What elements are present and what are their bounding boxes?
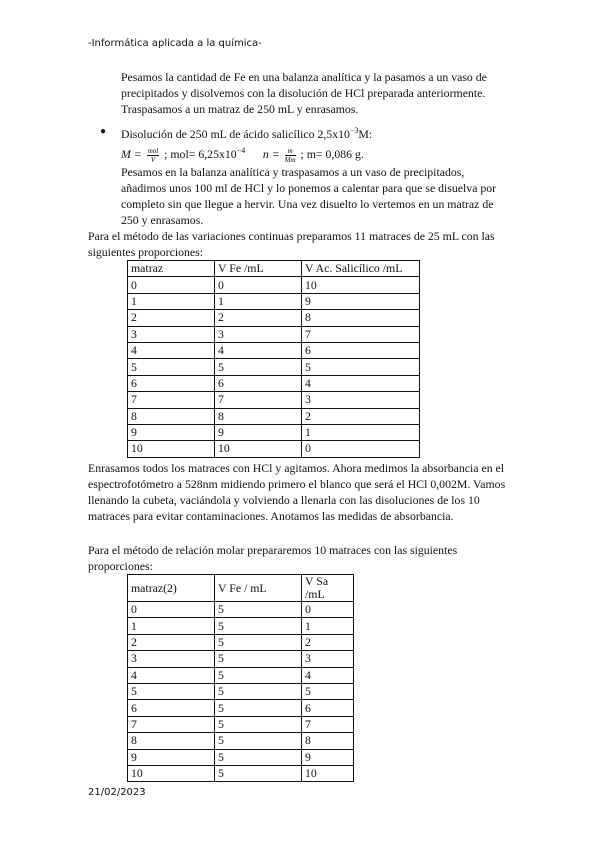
table-row	[128, 342, 420, 358]
table-cell: 7	[215, 392, 302, 408]
table-cell: 5	[215, 749, 302, 765]
table-cell: 7	[302, 716, 354, 732]
paragraph-molar-ratio: Para el método de relación molar prepararemos 10 matraces con las siguientes proporciones:	[88, 543, 458, 573]
table-cell: 3	[302, 651, 354, 667]
table-cell: 1	[215, 293, 302, 309]
table-cell: 8	[128, 408, 215, 424]
table-cell: 9	[302, 293, 420, 309]
table-cell: 5	[215, 716, 302, 732]
molar-ratio-table	[127, 574, 354, 782]
table-row	[128, 749, 354, 765]
table-row	[128, 667, 354, 683]
table-cell: 5	[215, 602, 302, 618]
table-cell: 2	[128, 310, 215, 326]
table-cell: 7	[128, 392, 215, 408]
table-cell: 9	[302, 749, 354, 765]
table-row	[128, 618, 354, 634]
table-cell: 6	[128, 700, 215, 716]
column-header: V Fe / mL	[215, 575, 302, 602]
table-cell: 0	[128, 602, 215, 618]
table-row	[128, 277, 420, 293]
table-cell: 1	[302, 618, 354, 634]
bullet-salicylic-solution: Disolución de 250 mL de ácido salicílico $2,5x10^{-3}M$:	[121, 126, 373, 141]
table-cell: 5	[215, 651, 302, 667]
table-row	[128, 683, 354, 699]
table-cell: 2	[302, 408, 420, 424]
table-row	[128, 441, 420, 457]
table-cell: 5	[128, 683, 215, 699]
table-cell: 7	[128, 716, 215, 732]
continuous-variations-table	[127, 260, 420, 458]
table-cell: 7	[302, 326, 420, 342]
table-header-row	[128, 575, 354, 602]
table-cell: 5	[302, 359, 420, 375]
table-cell: 10	[302, 765, 354, 781]
table-cell: 3	[215, 326, 302, 342]
table-row	[128, 651, 354, 667]
table-row	[128, 375, 420, 391]
column-header: V Fe /mL	[215, 261, 302, 277]
page-footer-date: 21/02/2023	[88, 787, 146, 798]
table-cell: 8	[215, 408, 302, 424]
table-cell: 5	[302, 683, 354, 699]
table-cell: 4	[128, 667, 215, 683]
table-cell: 5	[128, 359, 215, 375]
table-row	[128, 765, 354, 781]
table-cell: 2	[302, 634, 354, 650]
table-cell: 3	[128, 651, 215, 667]
table-cell: 9	[215, 424, 302, 440]
table-row	[128, 310, 420, 326]
column-header: V Ac. Salicílico /mL	[302, 261, 420, 277]
table-cell: 5	[215, 700, 302, 716]
table-cell: 1	[128, 618, 215, 634]
table-cell: 8	[302, 733, 354, 749]
table-row	[128, 424, 420, 440]
table-cell: 10	[128, 441, 215, 457]
table-row	[128, 634, 354, 650]
table-cell: 4	[128, 342, 215, 358]
table-row	[128, 408, 420, 424]
table-cell: 9	[128, 424, 215, 440]
paragraph-absorbance-measurement: Enrasamos todos los matraces con HCl y agitamos. Ahora medimos la absorbancia en el espectrofotómetro a 528nm midiendo primero el blanco que será el HCl 0,002M. Vamos llenando la cubeta, vaciándola y volviendo a llenarla con las disoluciones de los 10 matraces para evitar contaminaciones. Anotamos las medidas de absorbancia.	[88, 461, 506, 523]
table-cell: 0	[302, 441, 420, 457]
table-cell: 4	[302, 667, 354, 683]
table-cell: 10	[302, 277, 420, 293]
table-row	[128, 293, 420, 309]
column-header: matraz(2)	[128, 575, 215, 602]
mol-over-v-fraction: $\frac{\text{mol}}{V}$	[147, 146, 159, 164]
table-cell: 10	[215, 441, 302, 457]
table-cell: 6	[302, 700, 354, 716]
table-row	[128, 326, 420, 342]
table-cell: 5	[215, 683, 302, 699]
table-cell: 6	[302, 342, 420, 358]
paragraph-salicylic-weighing: Pesamos en la balanza analítica y traspasamos a un vaso de precipitados, añadimos unos 100 ml de HCl y lo ponemos a calentar para que se disuelva por completo sin que llegue a hervir. Una vez disuelto lo vertemos en un matraz de 250 y enrasamos.	[121, 165, 497, 227]
table-row	[128, 602, 354, 618]
m-over-mm-fraction: $\frac{m}{Mm}$	[284, 146, 296, 164]
table-cell: 2	[128, 634, 215, 650]
table-header-row	[128, 261, 420, 277]
table-cell: 5	[215, 765, 302, 781]
table-row	[128, 359, 420, 375]
table-cell: 3	[128, 326, 215, 342]
table-cell: 10	[128, 765, 215, 781]
table-cell: 5	[215, 634, 302, 650]
table-cell: 5	[215, 733, 302, 749]
table-cell: 5	[215, 667, 302, 683]
column-header: matraz	[128, 261, 215, 277]
table-cell: 1	[302, 424, 420, 440]
table-cell: 6	[128, 375, 215, 391]
table-cell: 4	[302, 375, 420, 391]
column-header: V Sa /mL	[302, 575, 354, 602]
page-header: -Informática aplicada a la química-	[88, 38, 262, 49]
table-cell: 4	[215, 342, 302, 358]
paragraph-fe-weighing: Pesamos la cantidad de Fe en una balanza analítica y la pasamos a un vaso de precipitados y disolvemos con la disolución de HCl preparada anteriormente. Traspasamos a un matraz de 250 mL y enrasamos.	[121, 70, 487, 116]
bullet-dot: ●	[100, 126, 107, 137]
molarity-formula: M = $\frac{\text{mol}}{V}$ ; $mol= 6,25x10^{-4}$ n = $\frac{m}{Mm}$ ; m= 0,086 g.	[121, 146, 364, 164]
table-cell: 5	[215, 618, 302, 634]
paragraph-continuous-variations: Para el método de las variaciones continuas preparamos 11 matraces de 25 mL con las siguientes proporciones:	[88, 229, 495, 259]
table-cell: 5	[215, 359, 302, 375]
table-row	[128, 733, 354, 749]
table-row	[128, 392, 420, 408]
table-cell: 8	[128, 733, 215, 749]
table-cell: 9	[128, 749, 215, 765]
table-cell: 2	[215, 310, 302, 326]
table-cell: 8	[302, 310, 420, 326]
table-cell: 0	[302, 602, 354, 618]
table-cell: 3	[302, 392, 420, 408]
table-cell: 0	[128, 277, 215, 293]
table-cell: 0	[215, 277, 302, 293]
table-cell: 1	[128, 293, 215, 309]
table-row	[128, 700, 354, 716]
table-cell: 6	[215, 375, 302, 391]
table-row	[128, 716, 354, 732]
